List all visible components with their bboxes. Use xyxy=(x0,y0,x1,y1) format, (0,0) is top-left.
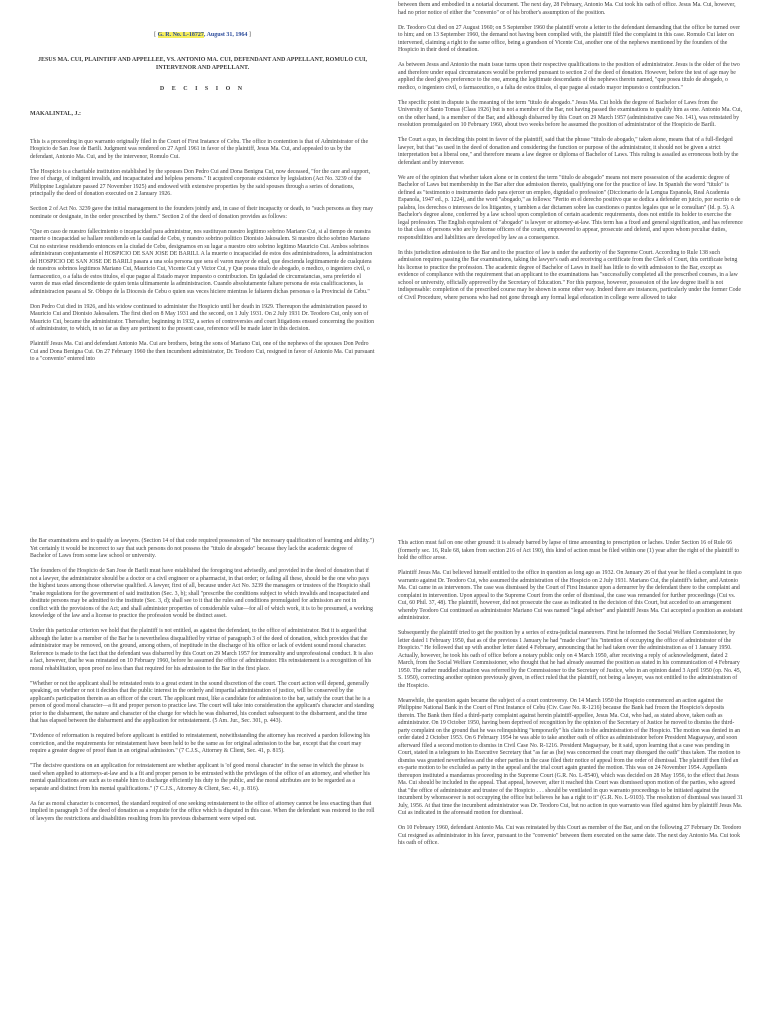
lower-page-half xyxy=(0,512,768,1024)
paragraph: The founders of the Hospicio de San Jose de Barili must have established the foregoing test advisedly, and provided in the deed of donation that if not a lawyer, the administrator should be a doctor or a civil engineer or a pharmacist, in that order; or failing all these, should be the one who pays the highest taxes among those otherwise qualified. A lawyer, first of all, because under Act No. 3239 the managers or trustees of the Hospicio shall "make regulations for the government of said institution (Sec. 3, b); shall "prescribe the conditions subject to which invalids and incapacitated and destitute persons may be admitted to the institute (Sec. 3, d); shall see to it that the rules and conditions promulgated for admission are not in conflict with the provisions of the Act; and shall administer properties of considerable value—for all of which work, it is to be presumed, a working knowledge of the law and a license to practice the profession would be distinct asset. xyxy=(30,568,373,619)
paragraph: Subsequently the plaintiff tried to get the position by a series of extra-judicial maneuvers. First he informed the Social Welfare Commissioner, by letter dated 1 February 1950, that as of the previous 1 January he had "made clear" his "intention of occupying the office of administrator of the Hospicio." He followed that up with another letter dated 4 February, announcing that he had taken over the administration as of 1 January 1950. Actually, however, he took his oath of office before a notary public only on 4 March 1950, after receiving a reply of acknowledgment, dated 2 March, from the Social Welfare Commissioner, who thought that he had already assumed the position as stated in his communication of 4 February 1950. The rather muddled situation was referred by the Commissioner to the Secretary of Justice, who in an opinion dated 3 April 1950 (op. No. 45, S. 1950), correcting another opinion previously given, in effect ruled that the plaintiff, not being a lawyer, was not entitled to the administration of the Hospicio. xyxy=(398,630,742,689)
paragraph: As far as moral character is concerned, the standard required of one seeking reinstatement to the office of attorney cannot be less exacting than that implied in paragraph 3 of the deed of donation as a requisite for the office which is disputed in this case. When the defendant was restored to the roll of lawyers the restrictions and disabilities resulting from his previous disbarment were wiped out. xyxy=(30,800,375,822)
gr-number[interactable]: G. R. No. L-18727 xyxy=(157,32,204,38)
ponente: MAKALINTAL, J.: xyxy=(30,111,82,117)
left-column xyxy=(30,32,375,371)
paragraph: The Hospicio is a charitable institution established by the spouses Don Pedro Cui and Dona Benigna Cui, now deceased, "for the care and support, free of charge, of indigent invalids, and incapacitated and helpless persons." It acquired corporate existence by legislation (Act No. 3239 of the Philippine Legislature passed 27 November 1925) and endowed with extensive properties by the said spouses through a series of donations, principally the deed of donation executed on 2 January 1926. xyxy=(30,168,371,197)
case-title: JESUS MA. CUI, PLAINTIFF AND APPELLEE, VS. ANTONIO MA. CUI, DEFENDANT AND APPELLANT, ROMULO CUI, INTERVENOR AND APPELLANT. xyxy=(37,56,368,71)
paragraph: The specific point in dispute is the meaning of the term "titulo de abogado." Jesus Ma. Cui holds the degree of Bachelor of Laws from the University of Santo Tomas (Class 1926) but is not a member of the Bar, not having passed the examinations to qualify him as one. Antonio Ma. Cui, on the other hand, is a member of the Bar, and although disbarred by this Court on 29 March 1957 (administrative case No. 141), was reinstated by resolution promulgated on 10 February 1960, about two weeks before he assumed the position of administrator of the Hospicio de Barili. xyxy=(398,99,743,128)
paragraph: In this jurisdiction admission to the Bar and to the practice of law is under the authority of the Supreme Court. According to Rule 138 such admission requires passing the Bar examinations, taking the lawyer's oath and receiving a certificate from the Clerk of Court, this certificate being his license to practice the profession. The academic degree of Bachelor of Laws in itself has little to do with admission to the Bar, except as evidence of compliance with the requirement that an applicant to the examinations has "successfully completed all the prescribed courses, in a law school or university, officially approved by the Secretary of Education." For this purpose, however, possession of the law degree itself is not indispensable: completion of the prescribed course may be shown in some other way. Indeed there are instances, particularly under the former Code of Civil Procedure, where persons who had not gone through any formal legal education in college were allowed to take xyxy=(398,249,741,301)
paragraph: This is a proceeding in quo warranto originally filed in the Court of First Instance of Cebu. The office in contention is that of Administrator of the Hospicio de San Jose de Barili. Judgment was rendered on 27 April 1961 in favor of the plaintiff, Jesus Ma. Cui, and appealed to us by the defendant, Antonio Ma. Cui, and by the intervenor, Romulo Cui. xyxy=(30,138,369,160)
paragraph: the Bar examinations and to qualify as lawyers. (Section 14 of that code required possession of "the necessary qualification of learning and ability.") Yet certainly it would be incorrect to say that such persons do not possess the "titulo de abogado" because they lack the academic degree of Bachelor of Laws from some law school or university. xyxy=(30,538,375,559)
paragraph: The Court a quo, in deciding this point in favor of the plaintiff, said that the phrase "titulo de abogado," taken alone, means that of a full-fledged lawyer, but that "as used in the deed of donation and considering the function or purpose of the administrator, it should not be given a strict interpretation but a liberal one," and therefore means a law degree or diploma of Bachelor of Laws. This ruling is assailed as erroneous both by the defendant and by intervenor. xyxy=(398,137,739,166)
paragraph: Meanwhile, the question again became the subject of a court controversy. On 14 March 1950 the Hospicio commenced an action against the Philippine National Bank in the Court of First Instance of Cebu (Civ. Case No. R-1216) because the Bank had frozen the Hospicio's deposits therein. The Bank then filed a third-party complaint against herein plaintiff-appellee, Jesus Ma. Cui, who had, as stated above, taken oath as administrator. On 19 October 1950, having been deprived of recognition by the opinion of the Secretary of Justice he moved to dismiss the third-party complaint on the ground that he was relinquishing "temporarily" his claim to the administration of the Hospicio. The motion was denied in an order dated 2 October 1953. On 6 February 1954 he was able to take another oath of office as administrator before President Magsaysay, and soon afterward filed a second motion to dismiss in Civil Case No. R-1216. President Magsaysay, be it said, upon learning that a case was pending in Court, stated in a telegram to his Executive Secretary that "as far as (he) was concerned the court may disregard the oath" thus taken. The motion to dismiss was granted nevertheless and the other parties in the case filed their notice of appeal from the order of dismissal. The plaintiff then filed an ex-parte motion to be excluded as party in the appeal and the trial court again granted the motion. This was on 24 November 1954. Appellants thereupon instituted a mandamus proceeding in the Supreme Court (G.R. No. L-8540), which was decided on 28 May 1956, to the effect that Jesus Ma. Cui should be included in the appeal. That appeal, however, after it reached this Court was dismissed upon motion of the parties, who agreed that "the office of administrator and trustee of the Hospicio . . . should be ventilated in quo warranto proceedings to be initiated against the incumbent by whomsoever is not occupying the office but believes he has a right to it" (G.R. No. L-9103). The resolution of dismissal was issued 31 July, 1956. At that time the incumbent administrator was Dr. Teodoro Cui, but no action in quo warranto was filed against him by plaintiff Jesus Ma. Cui as indicated in the aforesaid motion for dismissal. xyxy=(398,697,743,816)
right-column xyxy=(398,2,743,310)
paragraph: Under this particular criterion we hold that the plaintiff is not entitled, as against the defendant, to the office of administrator. But it is argued that although the latter is a member of the Bar he is nevertheless disqualified by virtue of paragraph 3 of the deed of donation, which provides that the administrator may be removed, on the ground, among others, of ineptitude in the discharge of his office or lack of evident sound moral character. Reference is made to the fact that the defendant was disbarred by this Court on 29 March 1957 for immorality and unprofessional conduct. It is also a fact, however, that he was reinstated on 10 February 1960, before he assumed the office of administrator. His reinstatement is a recognition of his moral rehabilitation, upon proof no less than that required for his admission to the Bar in the first place. xyxy=(30,628,373,672)
paragraph: Don Pedro Cui died in 1926, and his widow continued to administer the Hospicio until her death in 1929. Thereupon the administration passed to Mauricio Cui and Dionisio Jakosalem. The first died on 8 May 1931 and the second, on 1 July 1931. On 2 July 1931 Dr. Teodoro Cui, only son of Mauricio Cui, became the administrator. Thereafter, beginning in 1932, a series of controversies and court litigations ensued concerning the position of administrator, to which, in so far as they are pertinent to the present case, reference will be made later in this decision. xyxy=(30,303,374,332)
left-column xyxy=(30,538,375,831)
paragraph: Dr. Teodoro Cui died on 27 August 1960; on 5 September 1960 the plaintiff wrote a letter to the defendant demanding that the office be turned over to him; and on 13 September 1960, the demand not having been complied with, the plaintiff filed the complaint in this case. Romulo Cui later on intervened, claiming a right to the same office, being a grandson of Vicente Cui, another one of the nephews mentioned by the founders of the Hospicio in their deed of donation. xyxy=(398,24,741,53)
quoted-paragraph: "Evidence of reformation is required before applicant is entitled to reinstatement, notwithstanding the attorney has received a pardon following his conviction, and the requirements for reinstatement have been held to be the same as for original admission to the bar, except that the court may require a greater degree of proof than in an original admission." (7 C.J.S., Attorney & Client, Sec. 41, p. 815). xyxy=(30,733,371,754)
paragraph: Section 2 of Act No. 3239 gave the initial management to the founders jointly and, in case of their incapacity or death, to "such persons as they may nominate or designate, in the order prescribed by them." Section 2 of the deed of donation provides as follows: xyxy=(30,206,374,220)
paragraph: We are of the opinion that whether taken alone or in context the term "titulo de abogado" means not mere possession of the academic degree of Bachelor of Laws but membership in the Bar after due admission thereto, qualifying one for the practice of law. In Spanish the word "titulo" is defined as "testimonio o instrumento dado para ejercer un empleo, dignidad o profession" (Diccionario de la Lengua Espanola, Real Academia Espanola, 1947 ed., p. 1224), and the word "abogado," as follows: "Perito en el derecho positivo que se dedica a defender en juicio, por escrito o de palabra, los derechos o intereses de los litigantes, y tambien a dar dictamen sobre las cuestiones o puntos legales que se le consultan" (Id. p. 5). A Bachelor's degree alone, conferred by a law school upon completion of certain academic requirements, does not entitle its holder to exercise the legal profession. The English equivalent of "abogado" is lawyer or attorney-at-law. This term has a fixed and general signification, and has reference to that class of persons who are by license officers of the courts, empowered to appear, prosecute and defend, and upon whom peculiar duties, responsibilities and liabilities are developed by law as a consequence. xyxy=(398,174,743,241)
paragraph: This action must fail on one other ground: it is already barred by lapse of time amounting to prescription or laches. Under Section 16 of Rule 66 (formerly sec. 16, Rule 68, taken from section 216 of Act 190), this kind of action must be filed within one (1) year after the right of the plaintiff to hold the office arose. xyxy=(398,540,740,561)
case-citation xyxy=(30,32,375,40)
decision-heading: D E C I S I O N xyxy=(159,85,246,92)
quoted-paragraph: "Whether or not the applicant shall be reinstated rests to a great extent in the sound discretion of the court. The court action will depend, generally speaking, on whether or not it decides that the public interest in the orderly and impartial administration of justice, will be conserved by the applicant's participation therein as an officer of the court. The applicant must, like a candidate for admission to the bar, satisfy the court that he is a person of good moral character—a fit and proper person to practice law. The court will take into consideration the applicant's character and standing prior to the disbarment, the nature and character of the charge for which he was disbarred, his conduct subsequent to the disbarment, and the time that has elapsed between the disbarment and the application for reinstatement. (5 Am. Jur., Sec. 301, p. 443). xyxy=(30,680,374,724)
right-column xyxy=(398,540,743,855)
quoted-paragraph: "The decisive questions on an application for reinstatement are whether applicant is 'of good moral character' in the sense in which the phrase is used when applied to attorneys-at-law and is a fit and proper person to be entrusted with the privileges of the office of an attorney, and whether his mental qualifications are such as to enable him to discharge efficiently his duty to the public, and the moral attributes are to be regarded as a separate and distinct from his mental qualifications." (7 C.J.S., Attorney & Client, Sec. 41, p. 816). xyxy=(30,763,370,792)
bracket-close: ] xyxy=(247,32,251,38)
paragraph: Plaintiff Jesus Ma. Cui believed himself entitled to the office in question as long ago as 1932. On January 26 of that year he filed a complaint in quo warranto against Dr. Teodoro Cui, who assumed the administration of the Hospicio on 2 July 1931. Mariano Cui, the plaintiff's father, and Antonio Ma. Cui came in as intervenors. The case was dismissed by the Court of First Instance upon a demurrer by the defendant there to the complaint and complaint in intervention. Upon appeal to the Supreme Court from the order of dismissal, the case was remanded for further proceedings (Cui vs. Cui, 60 Phil. 37, 48). The plaintiff, however, did not prosecute the case as indicated in the decision of this Court, but acceded to an arrangement whereby Teodoro Cui continued as administrator Mariano Cui was named "legal adviser" and plaintiff Jesus Ma. Cui accepted a position as assistant administrator. xyxy=(398,570,743,621)
paragraph: between them and embodied in a notarial document. The next day, 28 February, Antonio Ma. Cui took his oath of office. Jesus Ma. Cui, however, had no prior notice of either the "convenio" or of his brother's assumption of the position. xyxy=(398,2,736,16)
paragraph: Plaintiff Jesus Ma. Cui and defendant Antonio Ma. Cui are brothers, being the sons of Mariano Cui, one of the nephews of the spouses Don Pedro Cui and Dona Benigna Cui. On 27 February 1960 the then incumbent administrator, Dr. Teodoro Cui, resigned in favor of Antonio Ma. Cui pursuant to a "convenio" entered into xyxy=(30,341,375,362)
decision-date: , August 31, 1964 xyxy=(203,32,248,38)
paragraph: As between Jesus and Antonio the main issue turns upon their respective qualifications to the position of administrator. Jesus is the older of the two and therefore under equal circumstances would be preferred pursuant to section 2 of the deed of donation. However, before the test of age may be applied the deed gives preference to the one, among the legitimate descendants of the nephews therein named, "que posea titulo de abogado, o medico, o ingeniero civil, o farmaceutico, o a falta de estos titulos, el que pague al estado mayor impuesto o contribucion." xyxy=(398,62,740,91)
quoted-deed-paragraph: "Que en caso de nuestro fallecimiento o incapacidad para administrar, nos sustituyan nuestro legitimo sobrino Mariano Cui, si al tiempo de nuestra muerte o incapacidad se hallare residiendo en la caudad de Cebu, y nuestro sobrino politico Dionisio Jakosalem. Si nuestro dicho sobrino Mariano Cui no estuviese residiendo entonces en la ciudad de Cebu, designamos en su lugar a nuestro otro sobrino legitimo Mauricio Cui. Ambos sobrinos administraran conjuntamente el HOSPICIO DE SAN JOSE DE BARILI. A la muerte o incapacidad de estos dos administradores, la administracion del HOSPICIO DE SAN JOSE DE BARILI pasara a una sola persona que sera el varon mayor de edad, que descienda legitimamente de cualquiera de nuestros sobrinos legitimos Mariano Cui, Mauricio Cui, Vicente Cui y Victor Cui, y Que posea titulo de abogado, o medico, o ingeniero civil, o farmaceutico, o a falta de estos titulos, el que pague al Estado mayor impuesto o contribucion. En iguladad de circumstancias, sera preferido el varon de mas edad descendiente de quien tenia ultimamente la administracion. Cuando absolutamente faltare persona de esta cualificaciones, la administracion pasara al Sr. Obispo de la Diocesis de Cebu o quien sus veces hiciere mientras le faltaren dichas personas o la Provincial de Cebu." xyxy=(30,228,373,295)
paragraph: On 10 February 1960, defendant Antonio Ma. Cui was reinstated by this Court as member of the Bar, and on the following 27 February Dr. Teodoro Cui resigned as administrator in his favor, pursuant to the "convenio" between them executed on the same date. The next day Antonio Ma. Cui took his oath of office. xyxy=(398,825,742,846)
bracket-open: [ xyxy=(154,32,157,38)
